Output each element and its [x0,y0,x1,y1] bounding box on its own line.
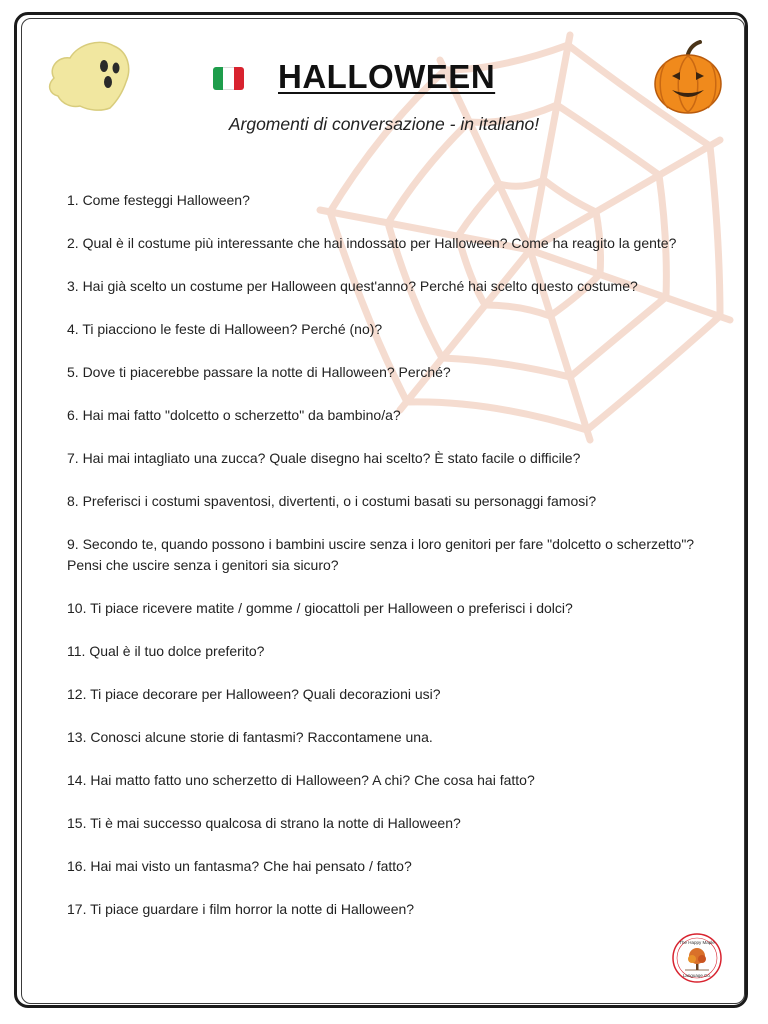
question-item: 6. Hai mai fatto "dolcetto o scherzetto" da bambino/a? [67,407,401,423]
svg-text:Language Co.: Language Co. [682,973,712,978]
pumpkin-icon [652,40,724,116]
question-item: 3. Hai già scelto un costume per Halloween quest'anno? Perché hai scelto questo costume? [67,278,638,294]
question-item: 12. Ti piace decorare per Halloween? Quali decorazioni usi? [67,686,441,702]
question-item: 1. Come festeggi Halloween? [67,192,250,208]
question-item: 5. Dove ti piacerebbe passare la notte di Halloween? Perché? [67,364,451,380]
page-subtitle: Argomenti di conversazione - in italiano! [228,114,540,134]
svg-text:The Happy Maple: The Happy Maple [679,940,715,945]
page-title: HALLOWEEN [278,58,496,95]
italy-flag-icon [213,67,244,90]
question-item: 4. Ti piacciono le feste di Halloween? Perché (no)? [67,321,383,337]
question-item: 17. Ti piace guardare i film horror la notte di Halloween? [67,901,415,917]
question-item: 14. Hai matto fatto uno scherzetto di Halloween? A chi? Che cosa hai fatto? [67,772,535,788]
question-item: 2. Qual è il costume più interessante che hai indossato per Halloween? Come ha reagito la gente? [67,235,677,251]
question-item: 11. Qual è il tuo dolce preferito? [67,643,265,659]
question-item: 15. Ti è mai successo qualcosa di strano la notte di Halloween? [67,815,461,831]
question-list [67,190,707,942]
question-item: 16. Hai mai visto un fantasma? Che hai pensato / fatto? [67,858,412,874]
question-item: 9. Secondo te, quando possono i bambini uscire senza i loro genitori per fare "dolcetto o scherzetto"? Pensi che uscire senza i genitori sia sicuro? [67,536,695,573]
question-item: 7. Hai mai intagliato una zucca? Quale disegno hai scelto? È stato facile o difficile? [67,450,581,466]
brand-logo [671,932,723,984]
question-item: 13. Conosci alcune storie di fantasmi? Raccontamene una. [67,729,433,745]
question-item: 10. Ti piace ricevere matite / gomme / giocattoli per Halloween o preferisci i dolci? [67,600,573,616]
question-item: 8. Preferisci i costumi spaventosi, divertenti, o i costumi basati su personaggi famosi? [67,493,597,509]
ghost-icon [44,38,132,114]
